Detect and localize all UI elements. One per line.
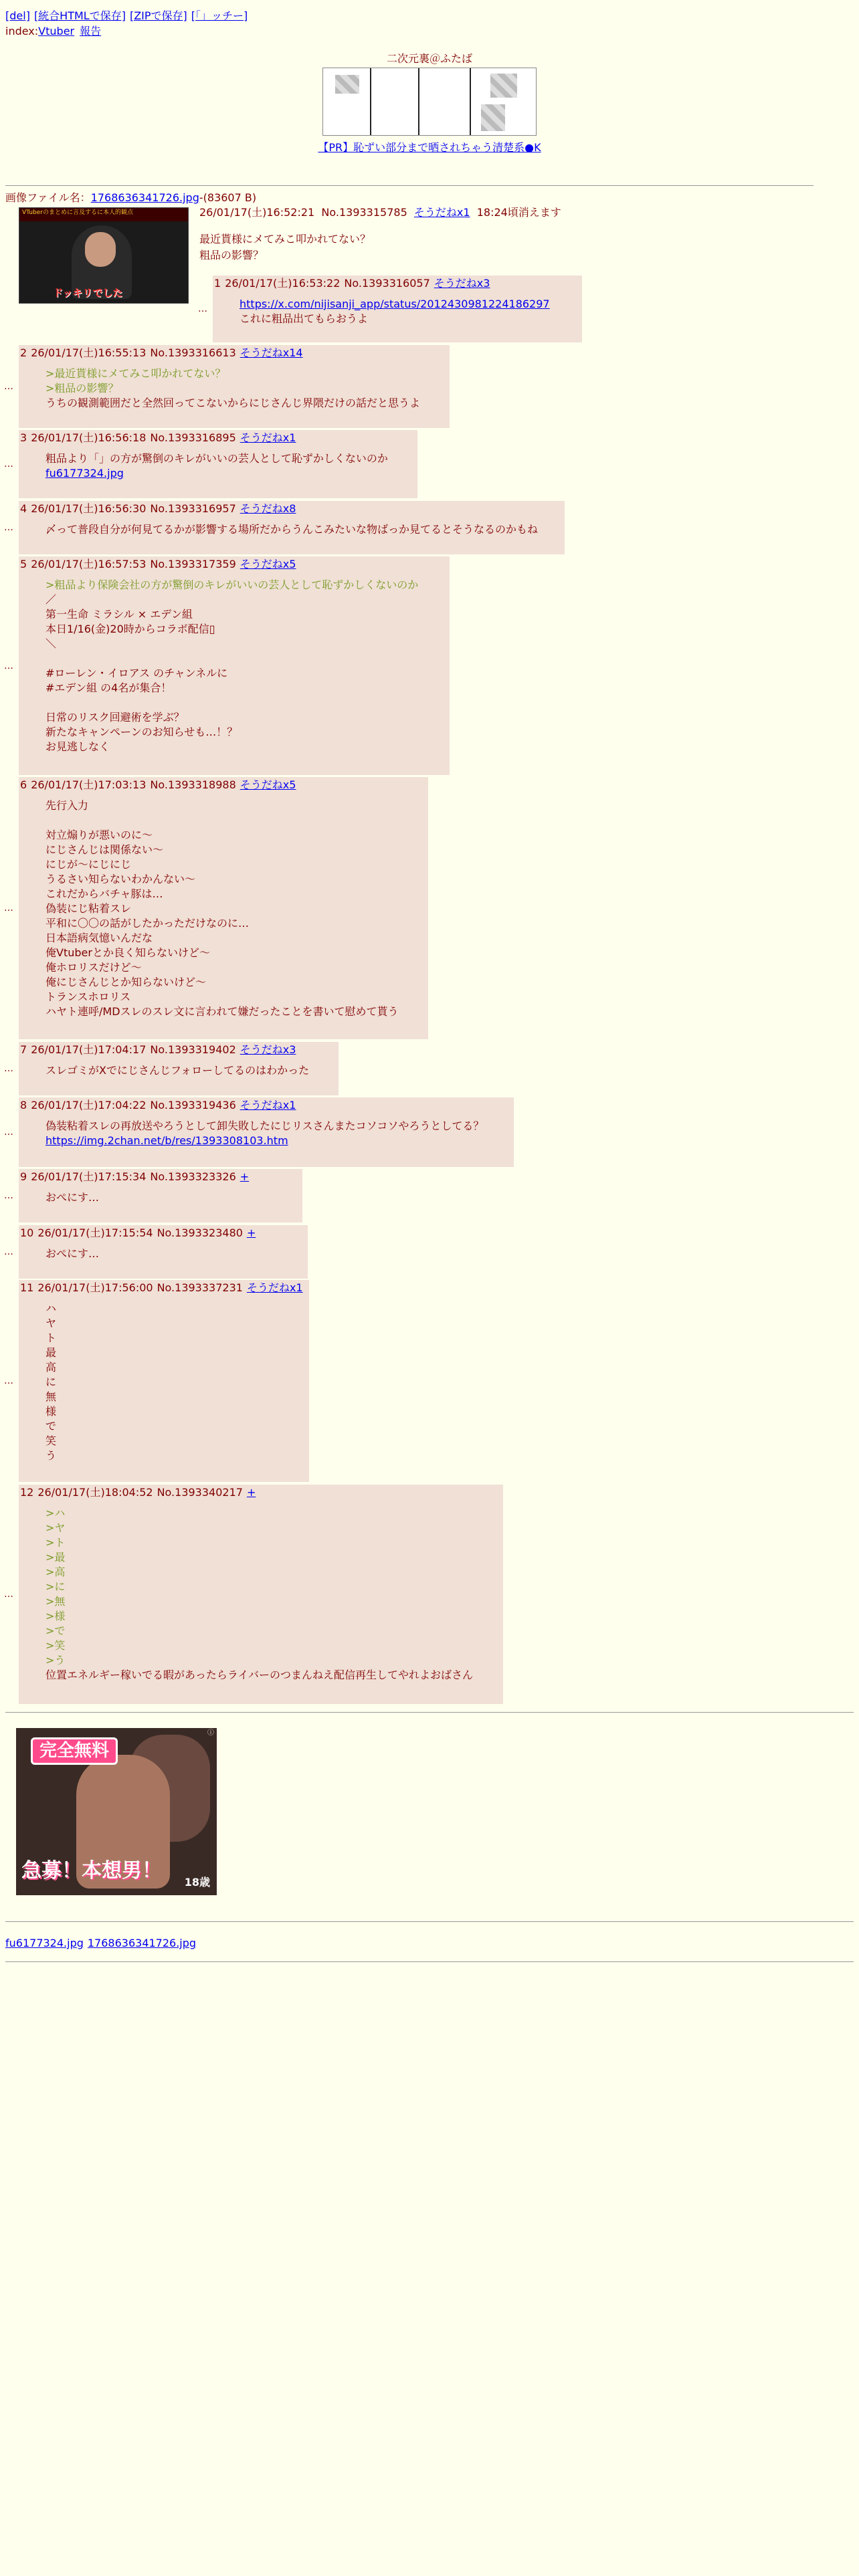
reply-quote-line: >で — [45, 1624, 66, 1637]
reply-quote-line: >笑 — [45, 1639, 66, 1652]
ad-free-label: 完全無料 — [31, 1737, 118, 1765]
sodane-button[interactable]: そうだねx3 — [434, 277, 490, 290]
reply-text-line: 日常のリスク回避術を学ぶ？ — [45, 711, 185, 724]
reply-quote-line: >最 — [45, 1551, 66, 1564]
reply-menu-icon[interactable]: … — [4, 1063, 13, 1074]
reply-date: 26/01/17(土)17:56:00 — [37, 1281, 153, 1294]
reply-text-line: 先行入力 — [45, 799, 89, 812]
reply-number: 11 — [20, 1281, 34, 1294]
reply-text-line: 偽装粘着スレの再放送やろうとして卸失敗したにじリスさんまたコソコソやろうとしてる？ — [45, 1119, 484, 1132]
reply-body — [45, 1063, 309, 1078]
reply-quote-line: >無 — [45, 1595, 66, 1608]
sodane-button[interactable]: そうだねx5 — [240, 778, 296, 791]
reply-text-line: 俺Vtuberとか良く知らないけど〜 — [45, 946, 210, 959]
sodane-button[interactable]: + — [240, 1170, 250, 1183]
reply-text-line: #エデン組 の4名が集合！ — [45, 681, 172, 694]
reply-date: 26/01/17(土)18:04:52 — [37, 1486, 153, 1499]
op-number: No.1393315785 — [321, 206, 407, 219]
ad-headline: 急募！本想男！ — [21, 1859, 162, 1883]
reply-body — [45, 522, 538, 537]
reply-body — [45, 366, 420, 411]
reply-post — [19, 430, 417, 498]
reply-body — [45, 1506, 473, 1683]
reply-link[interactable]: https://x.com/nijisanji_app/status/2012430981224186297 — [240, 298, 550, 310]
reply-text-line: で — [45, 1420, 57, 1432]
reply-menu-icon[interactable]: … — [4, 381, 13, 392]
reply-text-line — [45, 695, 418, 710]
reply-text-line: ／ — [45, 593, 57, 606]
reply-text-line: 本日1/16(金)20時からコラボ配信▯ — [45, 623, 215, 635]
sodane-button[interactable]: + — [246, 1226, 256, 1239]
divider — [5, 1921, 854, 1922]
reply-text-line: 様 — [45, 1405, 57, 1418]
reply-text-line: #ローレン・イロアス のチャンネルに — [45, 667, 228, 679]
reply-number: 3 — [20, 431, 27, 444]
reply-text-line: 〆って普段自分が何見てるかが影響する場所だからうんこみたいな物ばっか見てるとそうなるのかもね — [45, 523, 539, 536]
site-name: 二次元裏＠ふたば — [386, 52, 472, 65]
reply-header — [20, 778, 296, 791]
pr-banner-image[interactable] — [322, 68, 537, 136]
reply-body — [45, 1119, 484, 1148]
reply-post — [19, 556, 450, 775]
reply-post — [19, 777, 428, 1039]
reply-text-line: 無 — [45, 1390, 57, 1403]
header-nav — [5, 9, 252, 40]
sodane-button[interactable]: そうだねx3 — [240, 1043, 296, 1056]
sodane-button[interactable]: そうだねx14 — [240, 346, 303, 359]
reply-date: 26/01/17(土)17:04:22 — [31, 1099, 147, 1111]
reply-text-line: ト — [45, 1331, 57, 1344]
reply-quote-line: >う — [45, 1654, 66, 1667]
reply-body — [45, 1301, 56, 1463]
footer-file-link[interactable]: 1768636341726.jpg — [87, 1937, 197, 1949]
file-size: -(83607 B) — [199, 191, 257, 204]
op-sodane-button[interactable]: そうだねx1 — [413, 206, 470, 219]
reply-number: 7 — [20, 1043, 27, 1056]
reply-header — [20, 1486, 256, 1499]
sodane-button[interactable]: そうだねx1 — [246, 1281, 303, 1294]
reply-date: 26/01/17(土)17:03:13 — [31, 778, 147, 791]
reply-id: No.1393337231 — [157, 1281, 243, 1294]
op-file-info — [5, 191, 256, 204]
reply-text-line: 俺にじさんじとか知らないけど〜 — [45, 976, 207, 988]
reply-number: 9 — [20, 1170, 27, 1183]
reply-header — [20, 431, 296, 444]
op-body — [199, 231, 371, 263]
reply-header — [20, 1226, 256, 1239]
ad-banner[interactable] — [16, 1728, 217, 1895]
op-header — [199, 206, 561, 219]
reply-body — [45, 798, 399, 1019]
reply-menu-icon[interactable]: … — [4, 1190, 13, 1201]
divider — [5, 185, 814, 186]
reply-number: 12 — [20, 1486, 34, 1499]
index-vtuber-link[interactable]: Vtuber — [38, 25, 75, 38]
reply-post — [19, 1042, 339, 1095]
reply-date: 26/01/17(土)16:56:30 — [31, 502, 147, 515]
reply-text-line: 平和に〇〇の話がしたかっただけなのに… — [45, 917, 250, 930]
reply-text-line: おぺにす… — [45, 1191, 100, 1204]
reply-header — [20, 346, 303, 359]
reply-id: No.1393319436 — [150, 1099, 236, 1111]
sodane-button[interactable]: そうだねx5 — [240, 558, 296, 570]
save-zip-link[interactable]: [ZIPで保存] — [129, 9, 187, 22]
reply-link[interactable]: https://img.2chan.net/b/res/1393308103.htm — [45, 1134, 288, 1147]
reply-text-line: 最 — [45, 1346, 57, 1359]
save-html-link[interactable]: [統合HTMLで保存] — [33, 9, 126, 22]
reply-text-line: 日本語病気憶いんだな — [45, 932, 153, 944]
reply-date: 26/01/17(土)17:15:34 — [31, 1170, 147, 1183]
reply-body — [45, 1247, 99, 1261]
reply-id: No.1393316613 — [150, 346, 236, 359]
reply-number: 4 — [20, 502, 27, 515]
reply-id: No.1393316895 — [150, 431, 236, 444]
reply-header — [214, 277, 490, 290]
reply-id: No.1393316957 — [150, 502, 236, 515]
reply-menu-icon[interactable]: … — [4, 660, 13, 671]
reply-text-line — [45, 651, 418, 666]
reply-menu-icon[interactable]: … — [4, 1376, 13, 1386]
op-line: 粗品の影響？ — [199, 249, 264, 261]
reply-number: 8 — [20, 1099, 27, 1111]
reply-menu-icon[interactable]: … — [4, 1589, 13, 1600]
reply-text-line: 俺ホロリスだけど〜 — [45, 961, 142, 974]
op-thumbnail[interactable] — [19, 207, 189, 304]
reply-number: 10 — [20, 1226, 34, 1239]
op-date: 26/01/17(土)16:52:21 — [199, 206, 315, 219]
tchi-link[interactable]: [「」ッチー] — [191, 9, 248, 22]
reply-text-line: これに粗品出てもらおうよ — [240, 312, 369, 325]
reply-text-line: う — [45, 1449, 57, 1462]
divider — [5, 1961, 854, 1962]
reply-text-line: これだからバチャ豚は… — [45, 887, 163, 900]
sodane-button[interactable]: + — [246, 1486, 256, 1499]
reply-quote-line: >に — [45, 1580, 66, 1593]
reply-id: No.1393340217 — [157, 1486, 243, 1499]
reply-post — [19, 1225, 308, 1279]
reply-quote-line: >高 — [45, 1566, 66, 1578]
reply-header — [20, 1281, 303, 1294]
reply-text-line: ＼ — [45, 637, 57, 650]
footer-file-link[interactable]: fu6177324.jpg — [5, 1937, 84, 1949]
reply-text-line: 第一生命 ミラシル × エデン組 — [45, 608, 193, 621]
banner — [0, 52, 859, 154]
reply-menu-icon[interactable]: … — [4, 903, 13, 914]
reply-post — [19, 1097, 514, 1167]
reply-id: No.1393318988 — [150, 778, 236, 791]
reply-quote-line: >粗品の影響？ — [45, 382, 119, 395]
reply-menu-icon[interactable]: … — [4, 459, 13, 469]
reply-menu-icon[interactable]: … — [4, 522, 13, 533]
reply-text-line: 笑 — [45, 1434, 57, 1447]
reply-text-line: トランスホロリス — [45, 990, 131, 1003]
reply-date: 26/01/17(土)17:04:17 — [31, 1043, 147, 1056]
reply-text-line: に — [45, 1376, 57, 1388]
divider — [5, 1712, 854, 1713]
reply-body — [45, 1190, 99, 1205]
reply-text-line — [45, 813, 399, 828]
reply-text-line: ヤ — [45, 1317, 57, 1329]
reply-menu-icon[interactable]: … — [4, 1247, 13, 1257]
ad-age-label: 18歳 — [184, 1875, 210, 1889]
reply-body — [45, 578, 418, 754]
reply-number: 1 — [214, 277, 221, 290]
thumbnail-caption: ドッキリでした — [53, 287, 123, 299]
del-link[interactable]: [del] — [5, 9, 30, 22]
reply-menu-icon[interactable]: … — [198, 304, 207, 314]
sodane-button[interactable]: そうだねx1 — [240, 1099, 296, 1111]
sodane-button[interactable]: そうだねx1 — [240, 431, 296, 444]
thumbnail-banner-text: VTuberのまとめに言及するに本人的観点 — [19, 208, 188, 221]
reply-text-line: 対立煽りが悪いのに〜 — [45, 829, 153, 841]
reply-quote-line: >ヤ — [45, 1521, 66, 1534]
reply-text-line: 高 — [45, 1361, 57, 1374]
reply-post — [19, 501, 565, 554]
reply-text-line: 粗品より「」の方が驚倒のキレがいいの芸人として恥ずかしくないのか — [45, 452, 388, 465]
reply-id: No.1393319402 — [150, 1043, 236, 1056]
reply-body — [240, 297, 550, 326]
reply-date: 26/01/17(土)16:57:53 — [31, 558, 147, 570]
reply-quote-line: >粗品より保険会社の方が驚倒のキレがいいの芸人として恥ずかしくないのか — [45, 578, 419, 591]
reply-post — [19, 345, 450, 428]
reply-date: 26/01/17(土)16:56:18 — [31, 431, 147, 444]
reply-id: No.1393323480 — [157, 1226, 243, 1239]
ad-close-icon[interactable]: ⓘ — [207, 1729, 214, 1737]
sodane-button[interactable]: そうだねx8 — [240, 502, 296, 515]
op-file-link[interactable]: 1768636341726.jpg — [90, 191, 199, 204]
reply-date: 26/01/17(土)16:53:22 — [225, 277, 341, 290]
reply-post — [19, 1169, 302, 1222]
index-label: index: — [5, 25, 39, 38]
reply-body — [45, 451, 388, 481]
reply-post — [19, 1280, 309, 1482]
op-expire: 18:24頃消えます — [476, 206, 561, 219]
reply-text-line: にじが〜にじにじ — [45, 858, 132, 871]
reply-text-line: 位置エネルギー稼いでる暇があったらライバーのつまんねえ配信再生してやれよおばさん — [45, 1669, 474, 1681]
reply-text-line: ハヤト連呼/MDスレのスレ文に言われて嫌だったことを書いて慰めて貰う — [45, 1005, 399, 1018]
pr-link[interactable]: 【PR】恥ずい部分まで晒されちゃう清楚系●K — [318, 141, 541, 154]
reply-text-line: うちの観測範囲だと全然回ってこないからにじさんじ界隈だけの話だと思うよ — [45, 397, 421, 409]
reply-post — [213, 276, 582, 342]
reply-number: 5 — [20, 558, 27, 570]
reply-text-line: お見逃しなく — [45, 740, 110, 753]
reply-header — [20, 1170, 249, 1183]
reply-link[interactable]: fu6177324.jpg — [45, 467, 124, 479]
reply-quote-line: >最近貰様にメてみこ叩かれてない？ — [45, 367, 226, 380]
reply-text-line: おぺにす… — [45, 1247, 100, 1260]
reply-date: 26/01/17(土)16:55:13 — [31, 346, 147, 359]
reply-text-line: スレゴミがXでにじさんじフォローしてるのはわかった — [45, 1064, 310, 1077]
footer-files — [5, 1937, 200, 1949]
reply-text-line: うるさい知らないわかんない〜 — [45, 873, 196, 885]
reply-quote-line: >ハ — [45, 1507, 66, 1519]
reply-header — [20, 502, 296, 515]
reply-menu-icon[interactable]: … — [4, 1127, 13, 1138]
reply-number: 2 — [20, 346, 27, 359]
reply-text-line: 新たなキャンペーンのお知らせも…！？ — [45, 726, 238, 738]
reply-header — [20, 558, 296, 570]
report-link[interactable]: 報告 — [80, 25, 102, 38]
reply-number: 6 — [20, 778, 27, 791]
reply-id: No.1393316057 — [344, 277, 430, 290]
reply-header — [20, 1099, 296, 1111]
reply-text-line: ハ — [45, 1302, 57, 1315]
file-label: 画像ファイル名： — [5, 191, 91, 204]
reply-id: No.1393323326 — [150, 1170, 236, 1183]
reply-header — [20, 1043, 296, 1056]
reply-id: No.1393317359 — [150, 558, 236, 570]
reply-text-line: 偽装にじ粘着スレ — [45, 902, 132, 915]
reply-post — [19, 1485, 503, 1704]
reply-date: 26/01/17(土)17:15:54 — [37, 1226, 153, 1239]
reply-quote-line: >ト — [45, 1536, 66, 1549]
reply-text-line: にじさんじは関係ない〜 — [45, 843, 164, 856]
reply-quote-line: >様 — [45, 1610, 66, 1622]
op-line: 最近貰様にメてみこ叩かれてない？ — [199, 233, 371, 245]
